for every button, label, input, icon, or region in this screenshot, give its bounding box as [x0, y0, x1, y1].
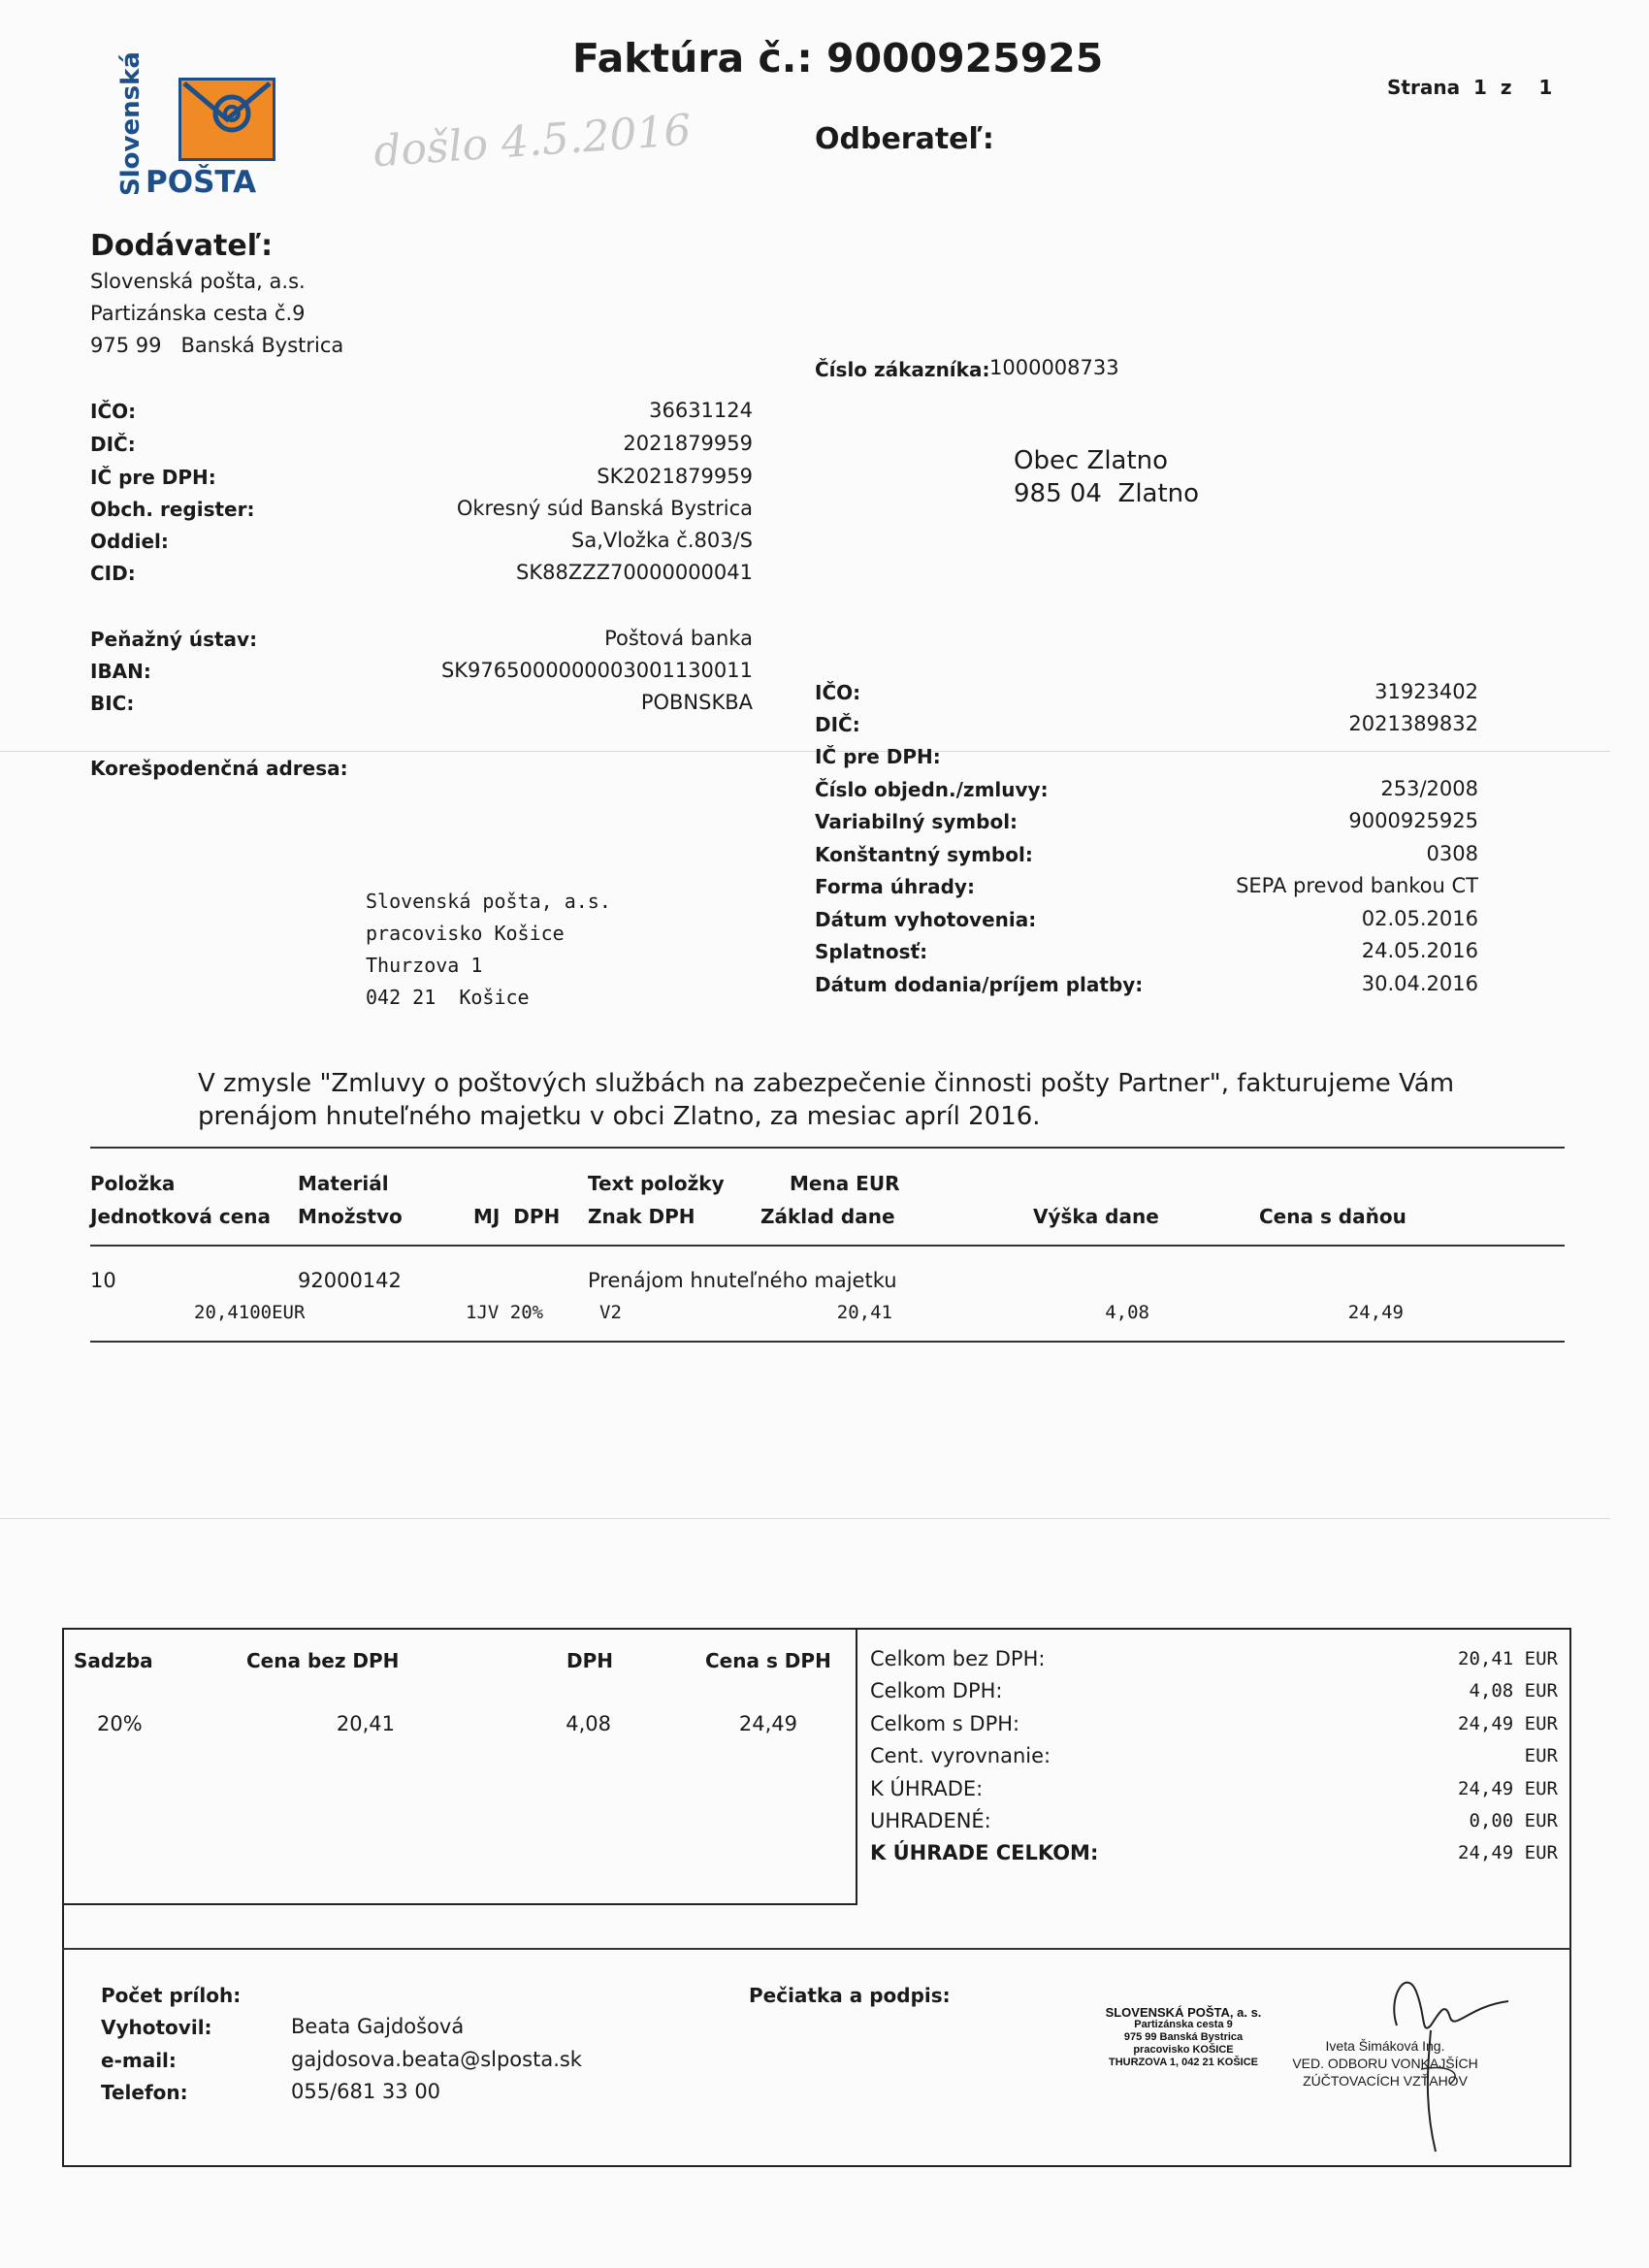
stamp-line: 975 99 Banská Bystrica: [1123, 2031, 1244, 2043]
stamp-line: Partizánska cesta 9: [1134, 2019, 1233, 2030]
iban-label: IBAN:: [90, 660, 151, 683]
supplier-dic-label: DIČ:: [90, 433, 136, 456]
item-tax-amount: 4,08: [1105, 1302, 1149, 1323]
paper-fold-line: [0, 1518, 1610, 1519]
vat-col-net: Cena bez DPH: [246, 1649, 400, 1672]
items-top-rule: [90, 1147, 1565, 1149]
item-tax-base: 20,41: [836, 1302, 892, 1323]
item-tax-code: V2: [599, 1302, 622, 1323]
issued-by-value: Beata Gajdošová: [291, 2015, 465, 2038]
delivery-date-value: 30.04.2016: [1361, 972, 1478, 995]
due-date-value: 24.05.2016: [1361, 939, 1478, 962]
issue-date-value: 02.05.2016: [1361, 907, 1478, 930]
col-header-material: Materiál: [298, 1172, 389, 1195]
item-unit-price: 20,4100EUR: [194, 1302, 306, 1323]
rounding-value: EUR: [1524, 1745, 1558, 1766]
amount-due-label: K ÚHRADE:: [870, 1777, 984, 1800]
signer-block: [1278, 2037, 1492, 2090]
order-number-value: 253/2008: [1380, 777, 1478, 800]
issue-date-label: Dátum vyhotovenia:: [815, 908, 1037, 931]
intro-line: V zmysle "Zmluvy o poštových službách na zabezpečenie činnosti pošty Partner", fakturujeme Vám: [198, 1069, 1455, 1098]
bank-label: Peňažný ústav:: [90, 628, 258, 651]
total-gross-value: 24,49 EUR: [1458, 1713, 1558, 1734]
supplier-address-line: 975 99 Banská Bystrica: [90, 334, 344, 357]
col-header-tax-code: Znak DPH: [588, 1205, 695, 1228]
items-header-rule: [90, 1245, 1565, 1247]
col-header-currency: Mena EUR: [790, 1172, 900, 1195]
total-due-value: 24,49 EUR: [1458, 1842, 1558, 1863]
supplier-cid-value: SK88ZZZ70000000041: [516, 561, 753, 584]
phone-value: 055/681 33 00: [291, 2080, 441, 2103]
summary-divider: [62, 1948, 1571, 1950]
email-label: e-mail:: [101, 2049, 177, 2072]
vat-col-rate: Sadzba: [74, 1649, 153, 1672]
paper-fold-line: [0, 751, 1610, 752]
invoice-title: Faktúra č.: 9000925925: [572, 35, 1104, 81]
paid-value: 0,00 EUR: [1469, 1810, 1558, 1831]
posta-logo: [178, 78, 275, 161]
signer-title: VED. ODBORU VONKAJŠÍCH: [1292, 2056, 1478, 2071]
intro-line: prenájom hnuteľného majetku v obci Zlatno, za mesiac apríl 2016.: [198, 1102, 1041, 1131]
item-price-with-tax: 24,49: [1347, 1302, 1404, 1323]
supplier-heading: Dodávateľ:: [90, 229, 274, 263]
total-due-label: K ÚHRADE CELKOM:: [870, 1841, 1099, 1864]
vat-col-gross: Cena s DPH: [705, 1649, 831, 1672]
bic-label: BIC:: [90, 692, 135, 715]
supplier-icdph-value: SK2021879959: [597, 465, 753, 488]
customer-number-value: 1000008733: [989, 356, 1119, 379]
col-header-unit-price: Jednotková cena: [90, 1205, 272, 1228]
total-vat-label: Celkom DPH:: [870, 1679, 1003, 1702]
customer-name: Obec Zlatno: [1014, 446, 1169, 475]
col-header-text: Text položky: [588, 1172, 725, 1195]
supplier-dic-value: 2021879959: [623, 432, 753, 455]
rounding-label: Cent. vyrovnanie:: [870, 1744, 1051, 1767]
variable-symbol-value: 9000925925: [1348, 809, 1478, 832]
item-unit-vat: 1JV 20%: [466, 1302, 544, 1323]
item-position: 10: [90, 1269, 116, 1292]
supplier-section-label: Oddiel:: [90, 530, 169, 553]
issued-by-label: Vyhotovil:: [101, 2016, 212, 2039]
customer-icdph-label: IČ pre DPH:: [815, 745, 941, 768]
vat-net: 20,41: [336, 1712, 395, 1735]
total-net-value: 20,41 EUR: [1458, 1648, 1558, 1669]
email-value: gajdosova.beata@slposta.sk: [291, 2048, 582, 2071]
correspondence-line: pracovisko Košice: [366, 922, 565, 945]
customer-ico-value: 31923402: [1374, 680, 1478, 703]
supplier-address-line: Slovenská pošta, a.s.: [90, 270, 306, 293]
vat-col-vat: DPH: [566, 1649, 613, 1672]
constant-symbol-label: Konštantný symbol:: [815, 843, 1033, 866]
bank-value: Poštová banka: [604, 627, 753, 650]
col-header-quantity: Množstvo: [298, 1205, 403, 1228]
stamp-line: SLOVENSKÁ POŠTA, a. s.: [1105, 2005, 1262, 2020]
customer-city: 985 04 Zlatno: [1014, 479, 1200, 508]
phone-label: Telefon:: [101, 2081, 188, 2104]
signer-title: ZÚČTOVACÍCH VZŤAHOV: [1303, 2073, 1468, 2089]
supplier-address-line: Partizánska cesta č.9: [90, 302, 306, 325]
col-header-tax-amount: Výška dane: [1033, 1205, 1159, 1228]
supplier-register-value: Okresný súd Banská Bystrica: [456, 497, 753, 520]
col-header-tax-base: Základ dane: [760, 1205, 895, 1228]
col-header-position: Položka: [90, 1172, 176, 1195]
vat-amount: 4,08: [566, 1712, 611, 1735]
col-header-price-with-tax: Cena s daňou: [1259, 1205, 1406, 1228]
supplier-register-label: Obch. register:: [90, 498, 255, 521]
order-number-label: Číslo objedn./zmluvy:: [815, 778, 1049, 801]
logo-text: POŠTA: [146, 165, 257, 200]
customer-dic-label: DIČ:: [815, 713, 860, 736]
delivery-date-label: Dátum dodania/príjem platby:: [815, 973, 1144, 996]
stamp-line: pracovisko KOŠICE: [1133, 2044, 1234, 2056]
logo-vertical-text: Slovenská: [116, 51, 146, 196]
supplier-cid-label: CID:: [90, 562, 136, 585]
total-gross-label: Celkom s DPH:: [870, 1712, 1020, 1735]
iban-value: SK9765000000003001130011: [440, 659, 753, 682]
supplier-ico-value: 36631124: [649, 399, 753, 422]
stamp-label: Pečiatka a podpis:: [749, 1984, 951, 2007]
correspondence-line: Slovenská pošta, a.s.: [366, 890, 611, 913]
attachments-label: Počet príloh:: [101, 1984, 242, 2007]
signer-name: Iveta Šimáková Ing.: [1325, 2038, 1445, 2054]
item-text: Prenájom hnuteľného majetku: [588, 1269, 897, 1292]
customer-number-label: Číslo zákazníka:: [815, 358, 990, 381]
handwritten-note: došlo 4.5.2016: [372, 105, 694, 178]
bic-value: POBNSKBA: [640, 691, 753, 714]
customer-ico-label: IČO:: [815, 681, 861, 704]
stamp-line: THURZOVA 1, 042 21 KOŠICE: [1108, 2057, 1259, 2068]
posthorn-icon: [181, 81, 273, 158]
variable-symbol-label: Variabilný symbol:: [815, 810, 1018, 833]
items-bottom-rule: [90, 1341, 1565, 1343]
correspondence-line: Thurzova 1: [366, 954, 483, 977]
customer-dic-value: 2021389832: [1348, 712, 1478, 735]
item-material: 92000142: [298, 1269, 402, 1292]
payment-form-label: Forma úhrady:: [815, 875, 975, 898]
vat-gross: 24,49: [738, 1712, 797, 1735]
col-header-unit-vat: MJ DPH: [473, 1205, 561, 1228]
correspondence-line: 042 21 Košice: [366, 986, 530, 1009]
constant-symbol-value: 0308: [1426, 842, 1478, 865]
total-net-label: Celkom bez DPH:: [870, 1647, 1046, 1670]
payment-form-value: SEPA prevod bankou CT: [1236, 874, 1478, 897]
amount-due-value: 24,49 EUR: [1458, 1778, 1558, 1799]
supplier-icdph-label: IČ pre DPH:: [90, 466, 216, 489]
buyer-heading: Odberateľ:: [815, 122, 994, 156]
correspondence-label: Korešpodenčná adresa:: [90, 757, 348, 780]
page-number: Strana 1 z 1: [1387, 76, 1553, 99]
paid-label: UHRADENÉ:: [870, 1809, 991, 1832]
due-date-label: Splatnosť:: [815, 940, 928, 963]
total-vat-value: 4,08 EUR: [1469, 1680, 1558, 1701]
company-stamp: [1086, 2006, 1280, 2069]
supplier-ico-label: IČO:: [90, 400, 137, 423]
supplier-section-value: Sa,Vložka č.803/S: [571, 529, 753, 552]
vat-rate: 20%: [97, 1712, 143, 1735]
